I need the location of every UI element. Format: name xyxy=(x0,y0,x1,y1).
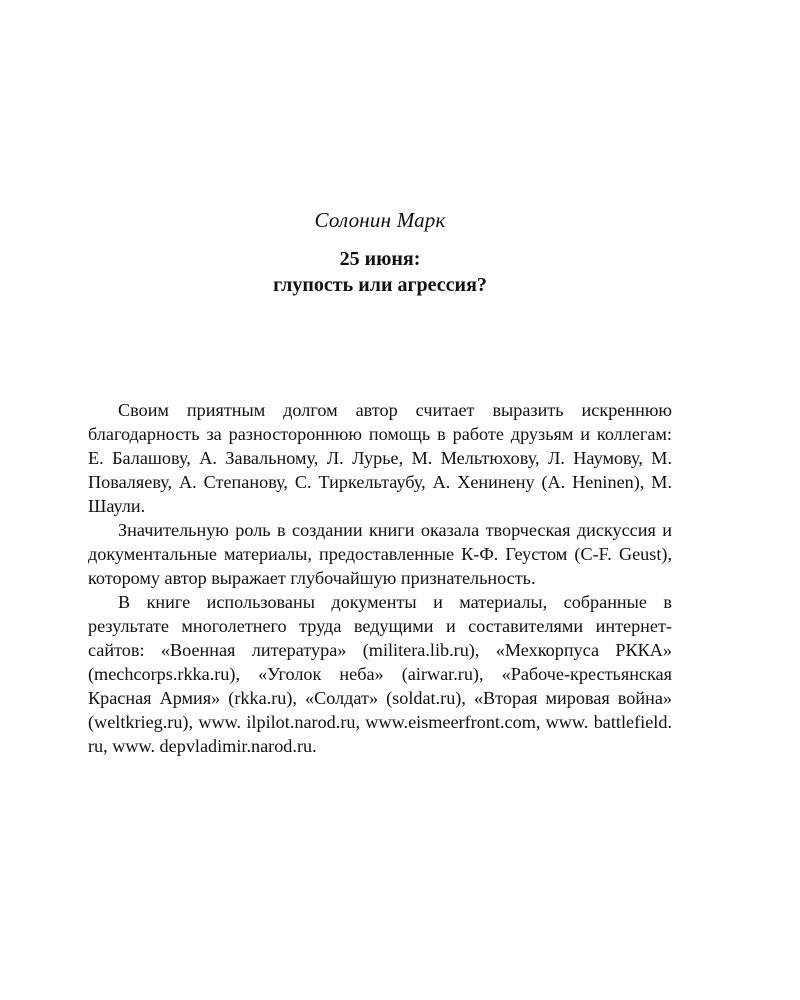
acknowledgements xyxy=(88,398,672,758)
paragraph-thanks-geust: Значительную роль в создании книги оказала творческая дискуссия и документальные материалы, предоставленные К-Ф. Геустом (C-F. Geust), которому автор выражает глубочайшую признательность. xyxy=(88,520,672,588)
paragraph-sources: В книге использованы документы и материалы, собранные в результате многолетнего труда ведущими и составителями интернет-сайтов: «Военная литература» (militera.lib.​ru), «Мехкорпуса РККА» (mechcorps.rkka.ru), «Уголок неба» (airwar.ru), «Рабоче-крестьянская Красная Армия» (rkka.ru), «Солдат» (soldat.ru), «Вторая мировая война» (weltkrieg.ru), www. ilpilot.narod.ru, www.eismeerfront.com, www. battlefield.​ru, www. depvladimir.narod.ru. xyxy=(88,592,672,756)
book-title xyxy=(0,246,760,298)
title-line-1: 25 июня: xyxy=(339,248,421,270)
paragraph-thanks-colleagues: Своим приятным долгом автор считает выразить искреннюю благодарность за разностороннюю помощь в работе друзьям и коллегам: Е. Балашову, А. Завальному, Л. Лурье, М. Мельтюхову, Л. Наумову, М. Поваляеву, А. Степанову, С. Тиркельтаубу, А. Хенинену (A. Heninen), М. Шаули. xyxy=(88,400,672,516)
author-name: Солонин Марк xyxy=(314,208,446,232)
title-line-2: глупость или агрессия? xyxy=(273,274,487,296)
